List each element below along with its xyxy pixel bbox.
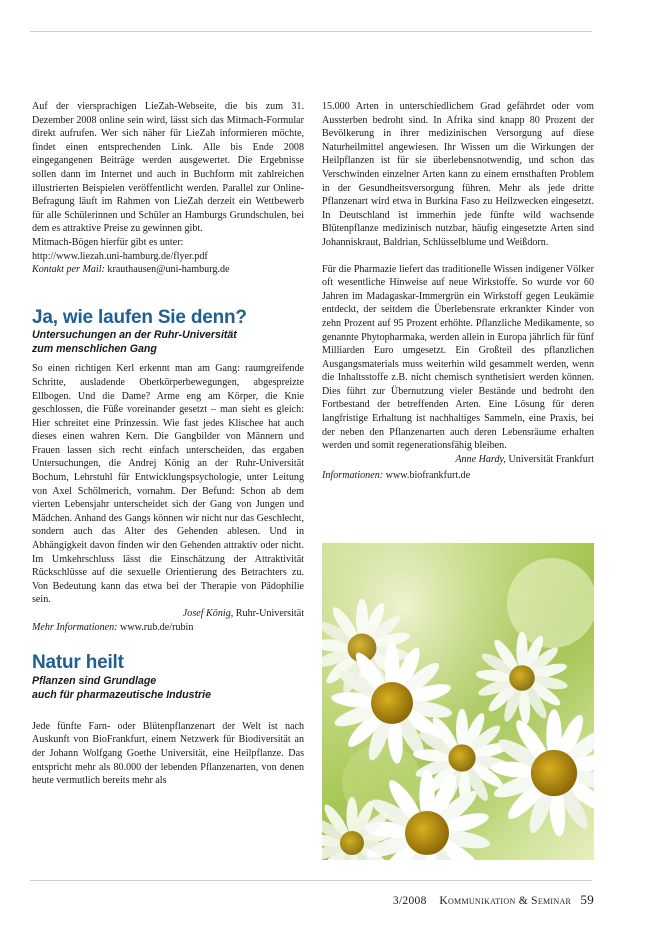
- article-body-natur-part2: 15.000 Arten in unterschiedlichem Grad gefährdet oder vom Aussterben bedroht sind. In Afrika sind knapp 80 Prozent der Bevölkerung in ihrer medizinischen Versorgung auf diese Naturheilmittel angewiesen. Ihr Wissen um die Wirkungen der Heilpflanzen ist für sie überlebensnotwendig, und schon das Verschwinden einzelner Arten kann zu einem ernsthaften Problem in der Gesundheitsversorgung führen. Mehr als jede dritte Pflanzenart wird etwa in Burkina Faso zu Heilzwecken eingesetzt. In Deutschland ist immerhin jede fünfte wild wachsende Blütenpflanze medizinisch nutzbar, häufig eingesetzte Arten sind Johanniskraut, Baldrian, Schlüsselblume und Weißdorn.: [322, 101, 594, 248]
- more-info-line: [32, 621, 304, 635]
- bottom-rule: [30, 880, 592, 881]
- article-body-gang: So einen richtigen Kerl erkennt man am Gang: raumgreifende Schritte, ausladende Oberkörperbewegungen, abgespreizte Ellbogen. Und die Dame? Arme eng am Körper, die Knie geschlossen, die Füße voreinander gesetzt – man sieht es gleich: Hier schreitet eine Prinzessin. Wie fast jedes Klischee hat auch dieses einen wahren Kern. Die Gangbilder von Männern und Frauen lassen sich recht einfach unterscheiden, das ergaben Untersuchungen, die Andrej König an der Ruhr-Universität Bochum, Lehrstuhl für Entwicklungspsychologie, unter Leitung von Axel Schölmerich, vornahm. Der Befund: Schon ab dem vierten Lebensjahr unterscheidet sich der Gang von Jungen und Mädchen. Anhand des Gangs können wir nicht nur das Geschlecht, sondern auch das Alter des Gehenden ablesen. Und in Abhängigkeit davon finden wir den Gehenden attraktiv oder nicht. Im Umkehrschluss lässt die Einschätzung der Attraktivität Rückschlüsse auf die sexuelle Orientierung des Betrachters zu. Von Bedeutung kann das etwa bei der Therapie von Pädophilie sein.: [32, 363, 304, 606]
- daisy-illustration: [322, 543, 594, 860]
- article-body-natur-part1: Jede fünfte Farn- oder Blütenpflanzenart der Welt ist nach Auskunft von BioFrankfurt, einem Netzwerk für Biodiversität an der Johann Wolfgang Goethe Universität, eine Heilpflanze. Das entspricht mehr als 80.000 der lebenden Pflanzenarten, von denen heute vermutlich bereits mehr als: [32, 720, 304, 787]
- info-link-natur[interactable]: www.biofrankfurt.de: [385, 470, 471, 482]
- article-subtitle-gang: Untersuchungen an der Ruhr-Universität zum menschlichen Gang: [32, 329, 237, 356]
- article-title-gang: Ja, wie laufen Sie denn?: [32, 306, 247, 328]
- flyer-link[interactable]: http://www.liezah.uni-hamburg.de/flyer.pdf: [32, 250, 208, 262]
- article-subtitle-natur: Pflanzen sind Grundlage auch für pharmazeutische Industrie: [32, 674, 211, 701]
- byline-gang: [32, 607, 304, 621]
- article-title-natur: Natur heilt: [32, 652, 124, 674]
- intro-paragraph: Auf der viersprachigen LieZah-Webseite, die bis zum 31. Dezember 2008 online sein wird, lässt sich das Mitmach-Formular direkt aufrufen. Wer sich näher für LieZah informieren möchte, findet einen entsprechenden Link. Alle bis Ende 2008 eingegangenen Beiträge werden ausgewertet. Die Ergebnisse sollen dann im Internet und auch in Buchform mit zahlreichen illustrierten Beispielen veröffentlicht werden. Parallel zur Online-Befragung läuft im Rahmen von LieZah derzeit ein Wettbewerb für alle Schülerinnen und Schüler an Hamburgs Grundschulen, bei dem es attraktive Preise zu gewinnen gibt.: [32, 101, 304, 235]
- daisy-photo: [322, 543, 594, 860]
- contact-line: [32, 263, 304, 277]
- more-info-link[interactable]: www.rub.de/rubin: [120, 621, 194, 633]
- page-number: 59: [580, 892, 594, 907]
- page-footer: [393, 892, 594, 908]
- author-gang: Josef König,: [182, 608, 234, 619]
- issue-number: 3/2008: [392, 895, 427, 907]
- right-column: [322, 100, 594, 483]
- top-rule: [30, 31, 592, 32]
- affiliation-natur: Universität Frankfurt: [508, 453, 594, 465]
- author-natur: Anne Hardy,: [455, 453, 506, 465]
- article-body-natur-part3: Für die Pharmazie liefert das traditionelle Wissen indigener Völker oft wesentliche Hinweise auf neue Wirkstoffe. So wurde vor 60 Jahren im Madagaskar-Immergrün ein Wirkstoff gegen Leukämie entdeckt, der seitdem die Überlebensrate erkrankter Kinder von zehn Prozent auf 95 Prozent erhöhte. Pflanzliche Medikamente, so genannte Phytopharmaka, werden allein in Europa jährlich für fünf Milliarden Euro umgesetzt. Ein Großteil des pflanzlichen Ausgangsmaterials muss weiterhin wild gesammelt werden, wenn die Inhaltsstoffe z.B. nicht chemisch synthetisiert werden können. Dies führt zur Übernutzung vieler Bestände und bedroht den Fortbestand der betreffenden Arten. Eine Lösung für deren langfristige Erhaltung ist nachhaltiges Sammeln, eine Praxis, bei der neben den Pflanzenarten auch deren Lebensräume erhalten werden und somit regenerationsfähig bleiben.: [322, 263, 594, 452]
- info-label-natur: Informationen:: [322, 470, 384, 482]
- info-line-natur: [322, 469, 594, 483]
- more-info-label: Mehr Informationen:: [32, 621, 118, 633]
- left-column: [32, 100, 304, 788]
- magazine-name: Kommunikation & Seminar: [439, 895, 572, 907]
- flyer-line: Mitmach-Bögen hierfür gibt es unter:: [32, 236, 184, 248]
- affiliation-gang: Ruhr-Universität: [235, 608, 304, 619]
- byline-natur: [322, 453, 594, 467]
- contact-label: Kontakt per Mail:: [32, 264, 105, 276]
- contact-email-link[interactable]: krauthausen@uni-hamburg.de: [107, 264, 230, 276]
